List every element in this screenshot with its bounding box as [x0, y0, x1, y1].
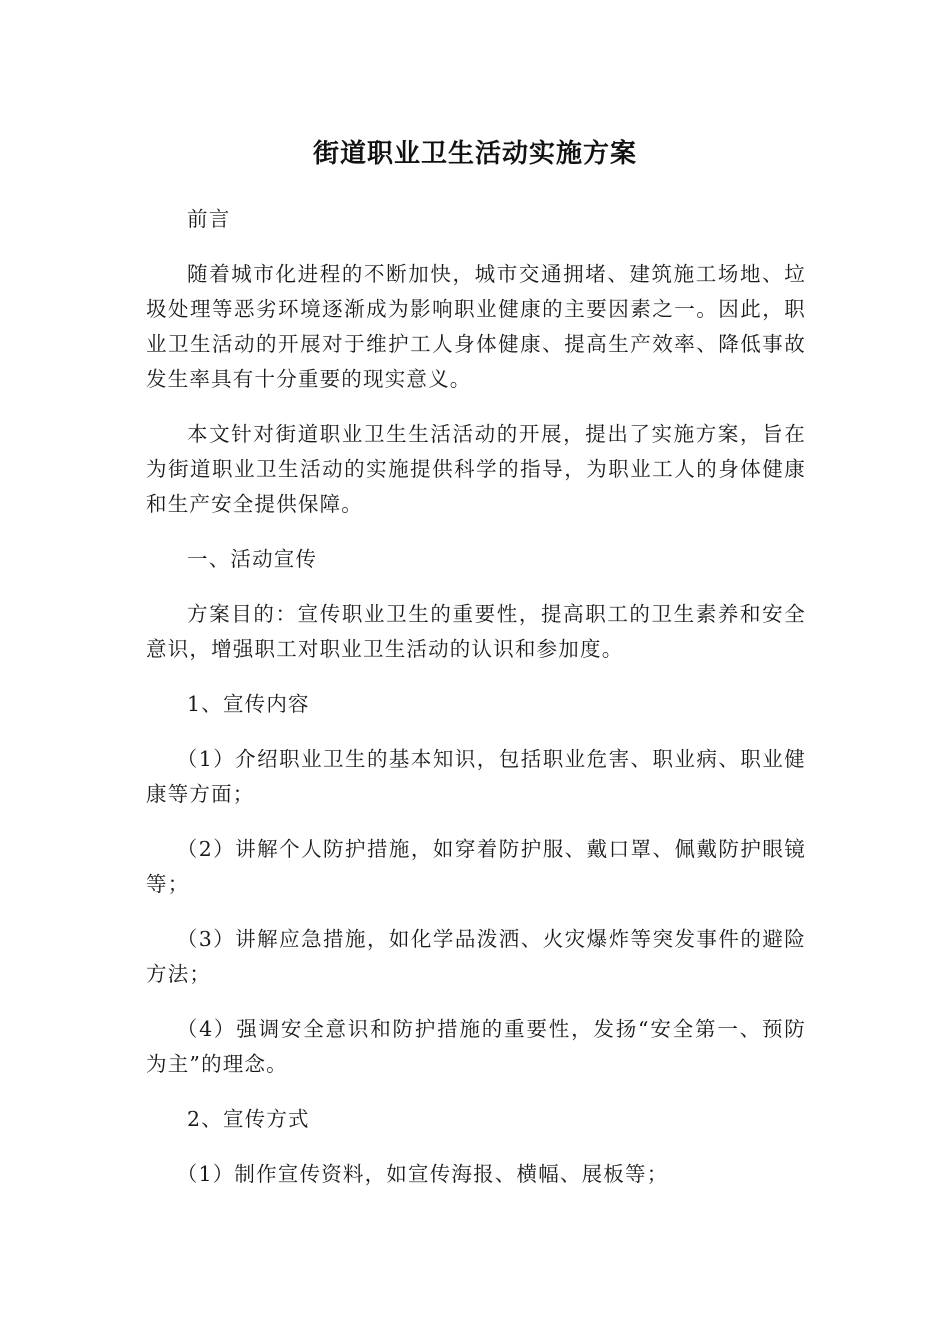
subsection-heading-methods: 2、宣传方式 [187, 1107, 310, 1131]
list-item: （3）讲解应急措施，如化学品泼洒、火灾爆炸等突发事件的避险方法； [146, 927, 806, 986]
body-paragraph: 随着城市化进程的不断加快，城市交通拥堵、建筑施工场地、垃圾处理等恶劣环境逐渐成为影响职业健康的主要因素之一。因此，职业卫生活动的开展对于维护工人身体健康、提高生产效率、降低事故发生率具有十分重要的现实意义。 [146, 262, 806, 391]
section-heading-publicity: 一、活动宣传 [187, 547, 318, 571]
list-item: （2）讲解个人防护措施，如穿着防护服、戴口罩、佩戴防护眼镜等； [146, 837, 806, 896]
subsection-heading-content: 1、宣传内容 [187, 692, 310, 716]
body-paragraph: 本文针对街道职业卫生生活活动的开展，提出了实施方案，旨在为街道职业卫生活动的实施提供科学的指导，为职业工人的身体健康和生产安全提供保障。 [146, 422, 806, 516]
section-heading-preface: 前言 [187, 207, 231, 231]
body-paragraph: 方案目的：宣传职业卫生的重要性，提高职工的卫生素养和安全意识，增强职工对职业卫生活动的认识和参加度。 [146, 602, 806, 661]
document-title: 街道职业卫生活动实施方案 [312, 139, 637, 169]
list-item: （1）制作宣传资料，如宣传海报、横幅、展板等； [176, 1162, 669, 1186]
list-item: （4）强调安全意识和防护措施的重要性，发扬“安全第一、预防为主”的理念。 [146, 1017, 806, 1076]
document-body [146, 202, 806, 1212]
list-item: （1）介绍职业卫生的基本知识，包括职业危害、职业病、职业健康等方面； [146, 747, 806, 806]
